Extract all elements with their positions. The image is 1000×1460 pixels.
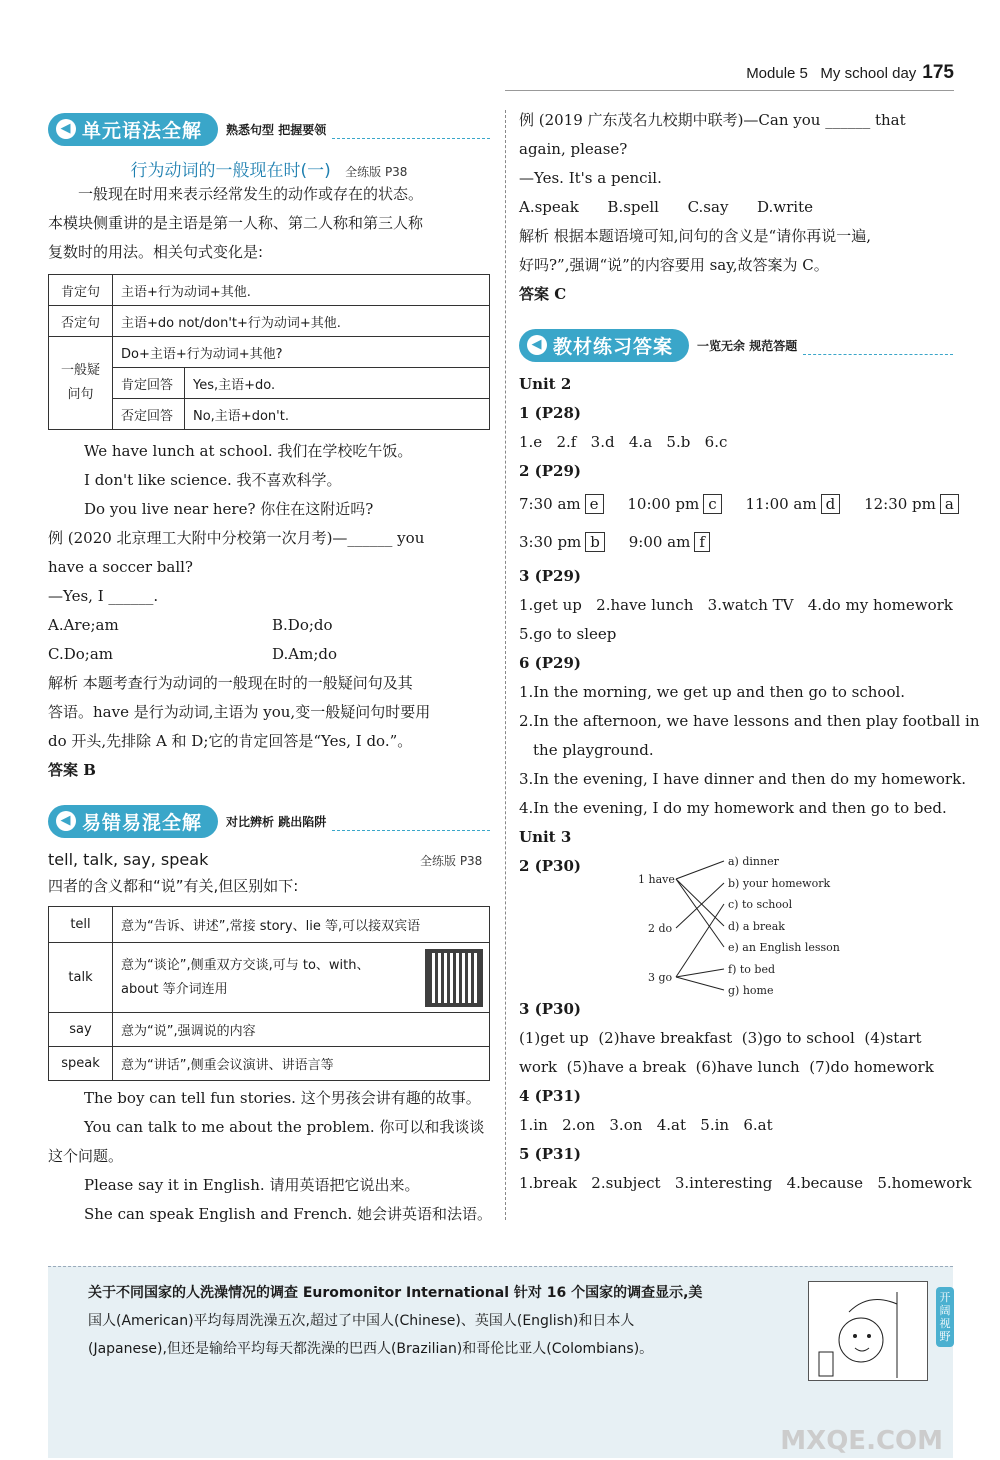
confusion-badge: ◀ 易错易混全解 [48, 805, 218, 838]
ex1-heading: 1 (P28) [519, 404, 582, 422]
option-c: C.Do;am [48, 645, 113, 663]
u3-ex3-answers-1: (1)get up (2)have breakfast (3)go to school (4)start [519, 1029, 922, 1047]
confusion-example-4: She can speak English and French. 她会讲英语和法语。 [84, 1205, 492, 1223]
boy-showering-icon [809, 1282, 927, 1380]
confusion-subtitle: 对比辨析 跳出陷阱 [226, 814, 327, 829]
match-right-d: d) a break [728, 920, 785, 933]
matching-diagram [630, 850, 860, 1000]
time-row-1: 7:30 am e 10:00 pm c 11:00 am d 12:30 pm a [519, 490, 959, 519]
match-right-f: f) to bed [728, 963, 775, 976]
grammar-title: 行为动词的一般现在时(一) [130, 161, 331, 181]
analysis-line-3: do 开头,先排除 A 和 D;它的肯定回答是“Yes, I do.”。 [48, 732, 413, 750]
unit2-heading: Unit 2 [519, 375, 572, 393]
speaker-icon: ◀ [56, 119, 76, 139]
module-label: Module 5 [746, 65, 808, 82]
match-line [676, 904, 724, 977]
grammar-title-row [48, 156, 490, 181]
fun-fact-text: 关于不同国家的人洗澡情况的调查 Euromonitor International 针对 16 个国家的调查显示,美 国人(American)平均每周洗澡五次,超过了中国人(Chinese)、英国人(English)和日本人 (Japanese),但还是输给平均每天都洗澡的巴西人(Brazilian)和哥伦比亚人(Colombians)。 [88, 1285, 703, 1357]
unit3-heading: Unit 3 [519, 828, 572, 846]
speaker-icon: ◀ [56, 811, 76, 831]
time-row-2: 3:30 pm b 9:00 am f [519, 528, 710, 557]
match-line [676, 977, 724, 990]
ex2-heading: 2 (P29) [519, 462, 582, 480]
confusion-intro: 四者的含义都和“说”有关,但区别如下: [48, 877, 299, 895]
exercise-question-2: have a soccer ball? [48, 558, 193, 576]
shower-illustration [808, 1281, 928, 1381]
grammar-table: 肯定句 主语+行为动词+其他. 否定句 主语+do not/don't+行为动词+其他. 一般疑 问句 Do+主语+行为动词+其他? 肯定回答 Yes,主语+do. 否定回答 No,主语+don't. [48, 274, 490, 430]
ex1-answers: 1.e 2.f 3.d 4.a 5.b 6.c [519, 433, 728, 451]
match-right-e: e) an English lesson [728, 941, 840, 954]
textbook-subtitle: 一览无余 规范答题 [697, 338, 798, 353]
word-table: tell 意为“告诉、讲述”,常接 story、lie 等,可以接双宾语 talk 意为“谈论”,侧重双方交谈,可与 to、with、 about 等介词连用 say 意为“说”,强调说的内容 speak 意为“讲话”,侧重会议演讲、讲语言等 [48, 906, 490, 1081]
r-question-1: 例 (2019 广东茂名九校期中联考)—Can you ______ that [519, 111, 906, 129]
ex3-answers-2: 5.go to sleep [519, 625, 617, 643]
watermark: MXQE.COM [780, 1426, 943, 1456]
grammar-example-1: We have lunch at school. 我们在学校吃午饭。 [84, 442, 413, 460]
grammar-subtitle: 熟悉句型 把握要领 [226, 122, 327, 137]
grammar-example-2: I don't like science. 我不喜欢科学。 [84, 471, 342, 489]
speaker-icon: ◀ [527, 335, 547, 355]
r-question-3: —Yes. It's a pencil. [519, 169, 662, 187]
ex6-answer-1: 1.In the morning, we get up and then go to school. [519, 683, 906, 701]
confusion-example-2b: 这个问题。 [48, 1147, 124, 1165]
u3-ex4-heading: 4 (P31) [519, 1087, 582, 1105]
column-divider [505, 110, 506, 1220]
ex3-heading: 3 (P29) [519, 567, 582, 585]
ex6-answer-4: 4.In the evening, I do my homework and then go to bed. [519, 799, 947, 817]
match-line [676, 861, 724, 879]
confusion-example-1: The boy can tell fun stories. 这个男孩会讲有趣的故事。 [84, 1089, 481, 1107]
ex6-answer-3: 3.In the evening, I have dinner and then do my homework. [519, 770, 966, 788]
ex6-answer-2: 2.In the afternoon, we have lessons and then play football in [519, 712, 980, 730]
ex3-answers-1: 1.get up 2.have lunch 3.watch TV 4.do my homework [519, 596, 953, 614]
header-rule [505, 90, 954, 91]
confusion-example-2: You can talk to me about the problem. 你可以和我谈谈 [84, 1118, 485, 1136]
confusion-section-header [48, 804, 490, 838]
u3-ex5-heading: 5 (P31) [519, 1145, 582, 1163]
exercise-question-3: —Yes, I ______. [48, 587, 159, 605]
r-question-2: again, please? [519, 140, 628, 158]
exercise-question: 例 (2020 北京理工大附中分校第一次月考)—______ you [48, 529, 425, 547]
match-right-a: a) dinner [728, 855, 779, 868]
match-right-b: b) your homework [728, 877, 831, 890]
module-title: My school day [820, 65, 917, 82]
qr-code-icon [425, 949, 483, 1007]
match-right-c: c) to school [728, 898, 793, 911]
grammar-example-3: Do you live near here? 你住在这附近吗? [84, 500, 374, 518]
confusion-example-3: Please say it in English. 请用英语把它说出来。 [84, 1176, 420, 1194]
option-d: D.Am;do [272, 645, 338, 663]
r-analysis-1: 解析 根据本题语境可知,问句的含义是“请你再说一遍, [519, 227, 871, 245]
fun-fact-box [48, 1266, 953, 1458]
match-left-3: 3 go [648, 971, 673, 984]
r-analysis-2: 好吗?”,强调“说”的内容要用 say,故答案为 C。 [519, 256, 829, 274]
confusion-title: tell, talk, say, speak [48, 850, 209, 869]
u3-ex2-heading: 2 (P30) [519, 857, 582, 875]
grammar-ref: 全练版 P38 [345, 165, 408, 179]
textbook-section-header [519, 328, 953, 362]
grammar-intro: 一般现在时用来表示经常发生的动作或存在的状态。 本模块侧重讲的是主语是第一人称、第二人称和第三人称 复数时的用法。相关句式变化是: [48, 185, 424, 261]
grammar-section-header [48, 112, 490, 146]
analysis-line-1: 解析 本题考查行为动词的一般现在时的一般疑问句及其 [48, 674, 413, 692]
r-options: A.speak B.spell C.say D.write [519, 198, 813, 216]
page-number: 175 [922, 62, 954, 83]
page-header [746, 62, 954, 84]
answer: 答案 B [48, 761, 96, 779]
confusion-ref: 全练版 P38 [420, 854, 483, 868]
option-a: A.Are;am [48, 616, 119, 634]
match-left-2: 2 do [648, 922, 673, 935]
match-line [676, 879, 724, 926]
ex6-heading: 6 (P29) [519, 654, 582, 672]
match-right-g: g) home [728, 984, 774, 997]
r-answer: 答案 C [519, 285, 567, 303]
analysis-line-2: 答语。have 是行为动词,主语为 you,变一般疑问句时要用 [48, 703, 431, 721]
side-tab: 开阔视野 [936, 1287, 954, 1347]
u3-ex3-answers-2: work (5)have a break (6)have lunch (7)do homework [519, 1058, 934, 1076]
ex6-answer-2b: the playground. [533, 741, 654, 759]
option-b: B.Do;do [272, 616, 333, 634]
u3-ex3-heading: 3 (P30) [519, 1000, 582, 1018]
u3-ex5-answers: 1.break 2.subject 3.interesting 4.because 5.homework [519, 1174, 972, 1192]
grammar-badge: ◀ 单元语法全解 [48, 113, 218, 146]
match-line [676, 969, 724, 977]
textbook-badge: ◀ 教材练习答案 [519, 329, 689, 362]
match-left-1: 1 have [638, 873, 675, 886]
u3-ex4-answers: 1.in 2.on 3.on 4.at 5.in 6.at [519, 1116, 773, 1134]
